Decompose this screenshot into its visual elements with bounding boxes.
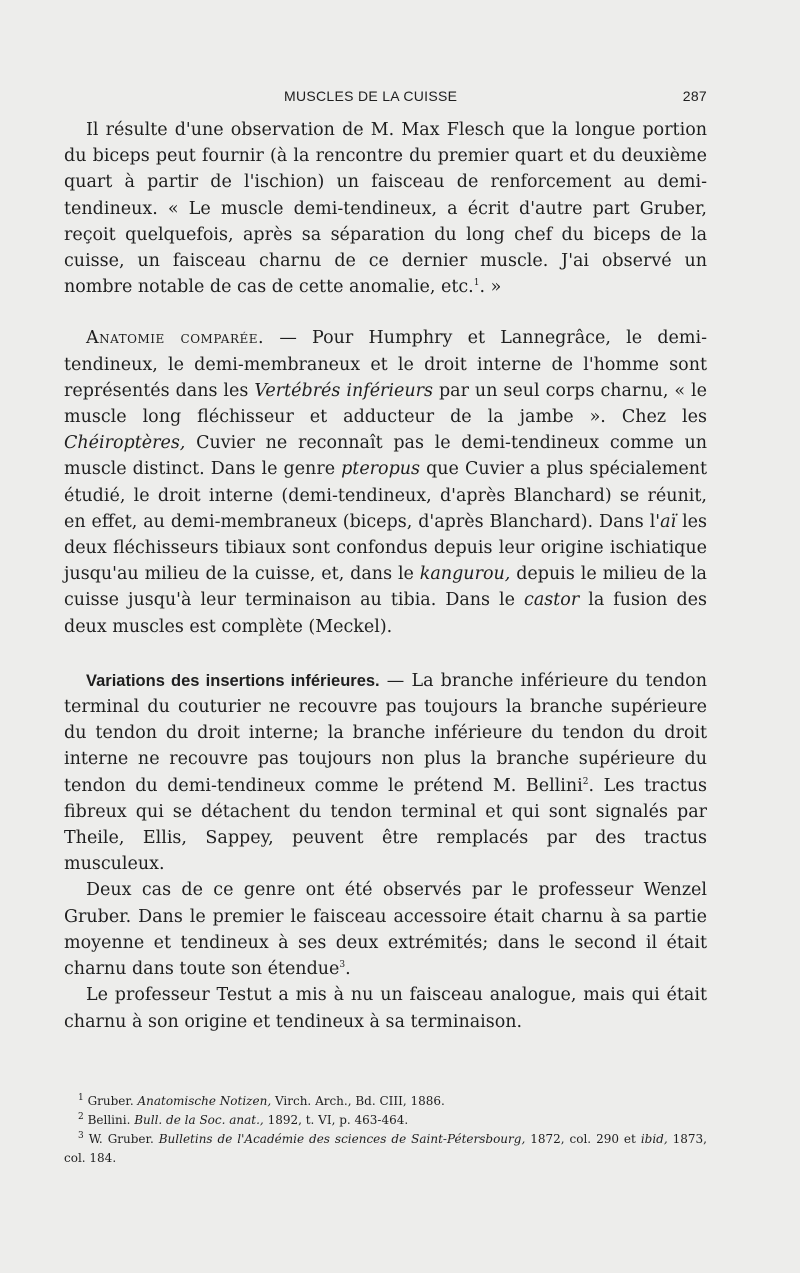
running-header xyxy=(64,88,707,110)
footnote-ref-2[interactable]: 2 xyxy=(582,776,589,787)
footnote-3: $^3$ W. Gruber. Bulletins de l'Académie des sciences de Saint-Pétersbourg, 1872, col. 290 et ibid, 1873, col. 184. xyxy=(64,1131,707,1165)
running-title: MUSCLES DE LA CUISSE xyxy=(284,88,458,104)
footnote-ref-1[interactable]: 1 xyxy=(473,278,480,289)
paragraph-4: Deux cas de ce genre ont été observés par le professeur Wenzel Gruber. Dans le premier le faisceau accessoire était charnu à sa partie moyenne et tendineux à ses deux extrémités; dans le second il était charnu dans toute son étendue$^3$. xyxy=(64,880,707,980)
paragraph-3: Variations des insertions inférieures. — La branche inférieure du tendon terminal du couturier ne recouvre pas toujours la branche supérieure du tendon du droit interne; la branche inférieure du tendon du droit interne ne recouvre pas toujours non plus la branche supérieure du tendon du demi-tendineux comme le prétend M. Bellini$^2$. Les tractus fibreux qui se détachent du tendon terminal et qui sont signalés par Theile, Ellis, Sappey, peuvent être remplacés par des tractus musculeux. xyxy=(64,670,707,875)
footnote-1: $^1$ Gruber. Anatomische Notizen, Virch. Arch., Bd. CIII, 1886. xyxy=(78,1093,445,1108)
footnotes xyxy=(64,1092,707,1168)
paragraph-1: Il résulte d'une observation de M. Max Flesch que la longue portion du biceps peut fournir (à la rencontre du premier quart et du deuxième quart à partir de l'ischion) un faisceau de renforcement au demi-tendineux. « Le muscle demi-tendineux, a écrit d'autre part Gruber, reçoit quelquefois, après sa séparation du long chef du biceps de la cuisse, un faisceau charnu de ce dernier muscle. J'ai observé un nombre notable de cas de cette anomalie, etc.$^1$. » xyxy=(64,120,707,298)
section-heading-variations: Variations des insertions inférieures. xyxy=(86,671,380,690)
body-text xyxy=(64,117,707,1035)
paragraph-5: Le professeur Testut a mis à nu un faisceau analogue, mais qui était charnu à son origine et tendineux à sa terminaison. xyxy=(64,985,707,1032)
page-number: 287 xyxy=(682,88,707,104)
footnote-2: $^2$ Bellini. Bull. de la Soc. anat., 1892, t. VI, p. 463-464. xyxy=(78,1112,409,1127)
paragraph-2: Anatomie comparée. — Pour Humphry et Lannegrâce, le demi-tendineux, le demi-membraneux et le droit interne de l'homme sont représentés dans les Vertébrés inférieurs par un seul corps charnu, « le muscle long fléchisseur et adducteur de la jambe ». Chez les Chéiroptères, Cuvier ne reconnaît pas le demi-tendineux comme un muscle distinct. Dans le genre pteropus que Cuvier a plus spécialement étudié, le droit interne (demi-tendineux, d'après Blanchard) se réunit, en effet, au demi-membraneux (biceps, d'après Blanchard). Dans l'aï les deux fléchisseurs tibiaux sont confondus depuis leur origine ischiatique jusqu'au milieu de la cuisse, et, dans le kangurou, depuis le milieu de la cuisse jusqu'à leur terminaison au tibia. Dans le castor la fusion des deux muscles est complète (Meckel). xyxy=(64,328,708,637)
section-heading-anatomie: Anatomie comparée. xyxy=(86,328,265,349)
footnote-ref-3[interactable]: 3 xyxy=(339,960,346,971)
